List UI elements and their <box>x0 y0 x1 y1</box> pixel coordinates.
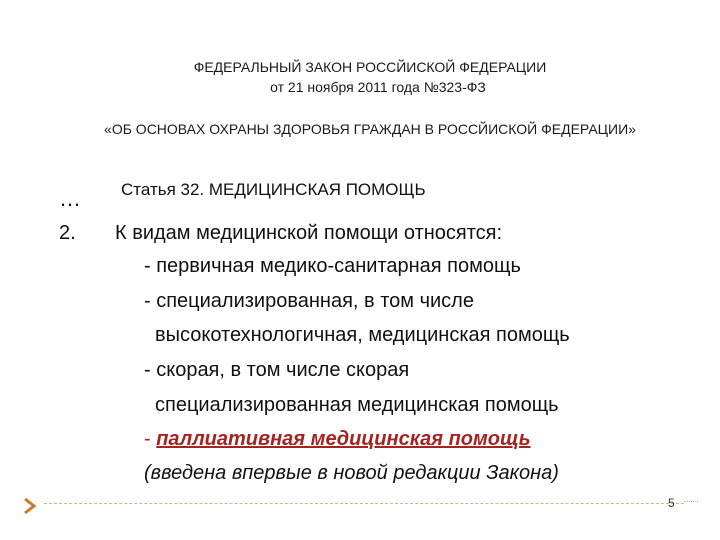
list-item: - первичная медико-санитарная помощь <box>144 255 521 277</box>
footer-divider <box>44 503 684 504</box>
list-item-continuation: специализированная медицинская помощь <box>155 394 559 416</box>
law-date: от 21 ноября 2011 года №323-ФЗ <box>270 79 486 95</box>
palliative-dash: - <box>144 428 157 450</box>
palliative-text: паллиативная медицинская помощь <box>156 428 531 450</box>
amendment-note: (введена впервые в новой редакции Закона) <box>144 462 559 484</box>
page-number: 5 <box>668 496 675 510</box>
item-intro: К видам медицинской помощи относятся: <box>115 222 503 244</box>
list-item: - специализированная, в том числе <box>144 290 474 312</box>
list-item: - скорая, в том числе скорая <box>144 359 410 381</box>
chevron-right-icon <box>22 497 38 515</box>
ellipsis-marker: … <box>59 186 81 211</box>
law-title: ФЕДЕРАЛЬНЫЙ ЗАКОН РОССЙИСКОЙ ФЕДЕРАЦИИ <box>193 59 547 75</box>
item-number: 2. <box>59 222 76 244</box>
law-name: «ОБ ОСНОВАХ ОХРАНЫ ЗДОРОВЬЯ ГРАЖДАН В РОССЙИСКОЙ ФЕДЕРАЦИИ» <box>104 121 636 137</box>
list-item-continuation: высокотехнологичная, медицинская помощь <box>155 324 570 346</box>
palliative-item <box>144 428 531 451</box>
article-heading: Статья 32. МЕДИЦИНСКАЯ ПОМОЩЬ <box>121 180 426 199</box>
